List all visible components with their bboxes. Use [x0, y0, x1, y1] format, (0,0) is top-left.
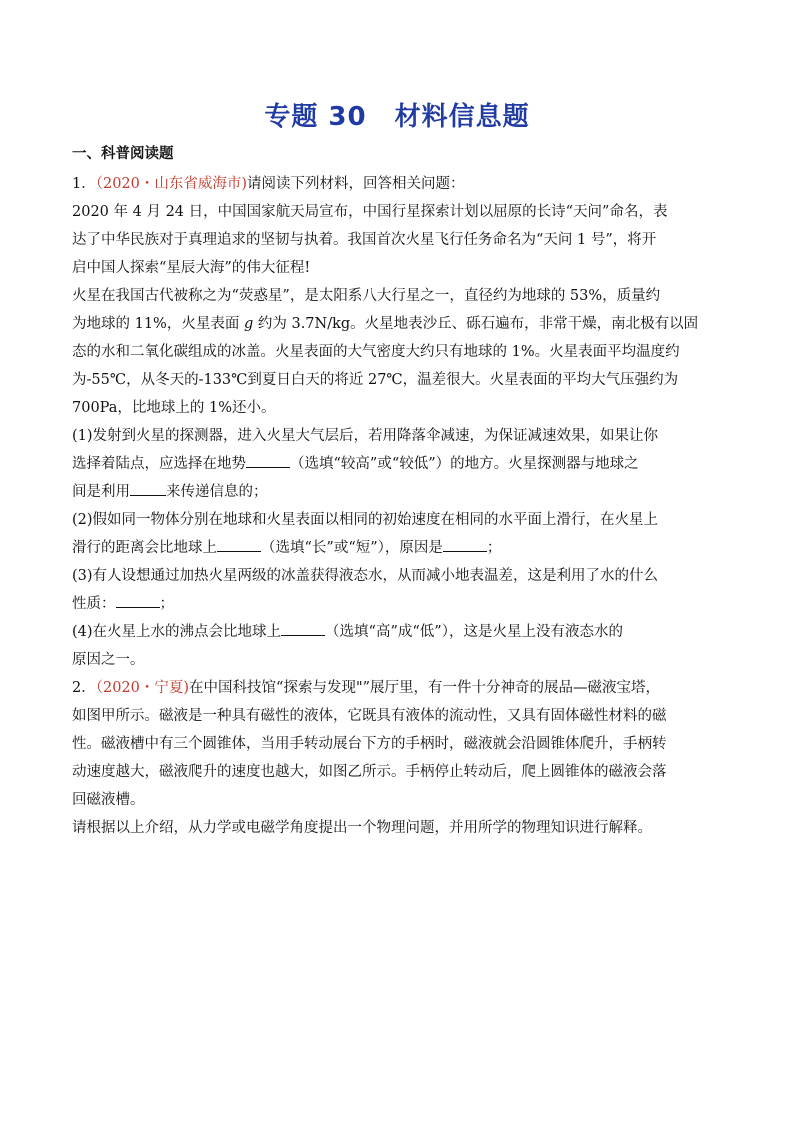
topic-number: 专题 30: [264, 102, 367, 132]
q1-paragraph1-line1: 2020 年 4 月 24 日，中国国家航天局宣布，中国行星探索计划以屈原的长诗“天问”命名，表: [72, 204, 668, 220]
q1-sub3-line1: (3)有人设想通过加热火星两级的冰盖获得液态水，从而减小地表温差，这是利用了水的什么: [72, 568, 659, 584]
answer-blank[interactable]: [246, 453, 290, 468]
text-segment: 滑行的距离会比地球上: [72, 540, 217, 556]
q1-sub4-line1: [72, 618, 722, 646]
text-segment: 来传递信息的；: [166, 484, 268, 500]
q1-sub1-line3: [72, 478, 722, 506]
q1-paragraph1-line3: 启中国人探索“星辰大海”的伟大征程!: [72, 260, 311, 276]
text-segment: （选填“高”成“低”），这是火星上没有液态水的: [325, 624, 623, 640]
q1-header: [72, 170, 722, 198]
answer-blank[interactable]: [130, 481, 166, 496]
answer-blank[interactable]: [443, 537, 487, 552]
q2-header: [72, 674, 722, 702]
q1-paragraph2-line3: 态的水和二氧化碳组成的冰盖。火星表面的大气密度大约只有地球的 1%。火星表面平均温度约: [72, 344, 680, 360]
q2-line3: 性。磁液槽中有三个圆锥体，当用手转动展台下方的手柄时，磁液就会沿圆锥体爬升，手柄转: [72, 736, 667, 752]
text-segment: （选填“较高”或“较低”）的地方。火星探测器与地球之: [290, 456, 639, 472]
text-segment: 间是利用: [72, 484, 130, 500]
q1-paragraph2-line5: 700Pa，比地球上的 1%还小。: [72, 400, 276, 416]
q2-number: 2．: [72, 680, 96, 696]
text-segment: ；: [159, 596, 174, 612]
q1-sub1-line1: (1)发射到火星的探测器，进入火星大气层后，若用降落伞减速，为保证减速效果，如果让你: [72, 428, 659, 444]
q1-intro: 请阅读下列材料，回答相关问题：: [247, 176, 465, 192]
q2-line4: 动速度越大，磁液爬升的速度也越大，如图乙所示。手柄停止转动后，爬上圆锥体的磁液会落: [72, 764, 667, 780]
topic-name: 材料信息题: [394, 102, 530, 132]
section-heading: 一、科普阅读题: [72, 146, 174, 162]
answer-blank[interactable]: [281, 621, 325, 636]
q1-number: 1．: [72, 176, 96, 192]
q1-sub2-line2: [72, 534, 722, 562]
text-segment: 性质：: [72, 596, 116, 612]
q1-paragraph2-line1: 火星在我国古代被称之为“荧惑星”，是太阳系八大行星之一，直径约为地球的 53%，质量约: [72, 288, 661, 304]
text-segment: 约为 3.7N/kg。火星地表沙丘、砾石遍布，非常干燥，南北极有以固: [253, 316, 699, 332]
text-segment: 为地球的 11%，火星表面: [72, 316, 244, 332]
q1-paragraph1-line2: 达了中华民族对于真理追求的坚韧与执着。我国首次火星飞行任务命名为“天问 1 号”，将开: [72, 232, 657, 248]
q2-line2: 如图甲所示。磁液是一种具有磁性的液体，它既具有液体的流动性，又具有固体磁性材料的磁: [72, 708, 667, 724]
q1-sub3-line2: [72, 590, 722, 618]
page-title: [0, 96, 794, 133]
symbol-g: g: [243, 316, 254, 332]
q1-source: （2020・山东省威海市): [95, 176, 248, 192]
answer-blank[interactable]: [217, 537, 261, 552]
text-segment: (4)在火星上水的沸点会比地球上: [72, 624, 282, 640]
q1-sub2-line1: (2)假如同一物体分别在地球和火星表面以相同的初始速度在相同的水平面上滑行，在火星上: [72, 512, 659, 528]
q2-source: （2020・宁夏): [95, 680, 190, 696]
answer-blank[interactable]: [116, 593, 160, 608]
content-body: [72, 170, 722, 842]
text-segment: ；: [486, 540, 502, 556]
text-segment: 选择着陆点，应选择在地势: [72, 456, 246, 472]
text-segment: （选填“长”或“短”），原因是: [261, 540, 443, 556]
q1-paragraph2-line4: 为-55℃，从冬天的-133℃到夏日白天的将近 27℃，温差很大。火星表面的平均大气压强约为: [72, 372, 679, 388]
q2-line5: 回磁液槽。: [72, 792, 145, 808]
q1-sub4-line2: 原因之一。: [72, 652, 145, 668]
q1-sub1-line2: [72, 450, 722, 478]
q2-line1: 在中国科技馆“探索与发现"”展厅里，有一件十分神奇的展品—磁液宝塔，: [189, 680, 661, 696]
q2-line6: 请根据以上介绍，从力学或电磁学角度提出一个物理问题，并用所学的物理知识进行解释。: [72, 820, 652, 836]
q1-paragraph2-line2: [72, 310, 722, 338]
